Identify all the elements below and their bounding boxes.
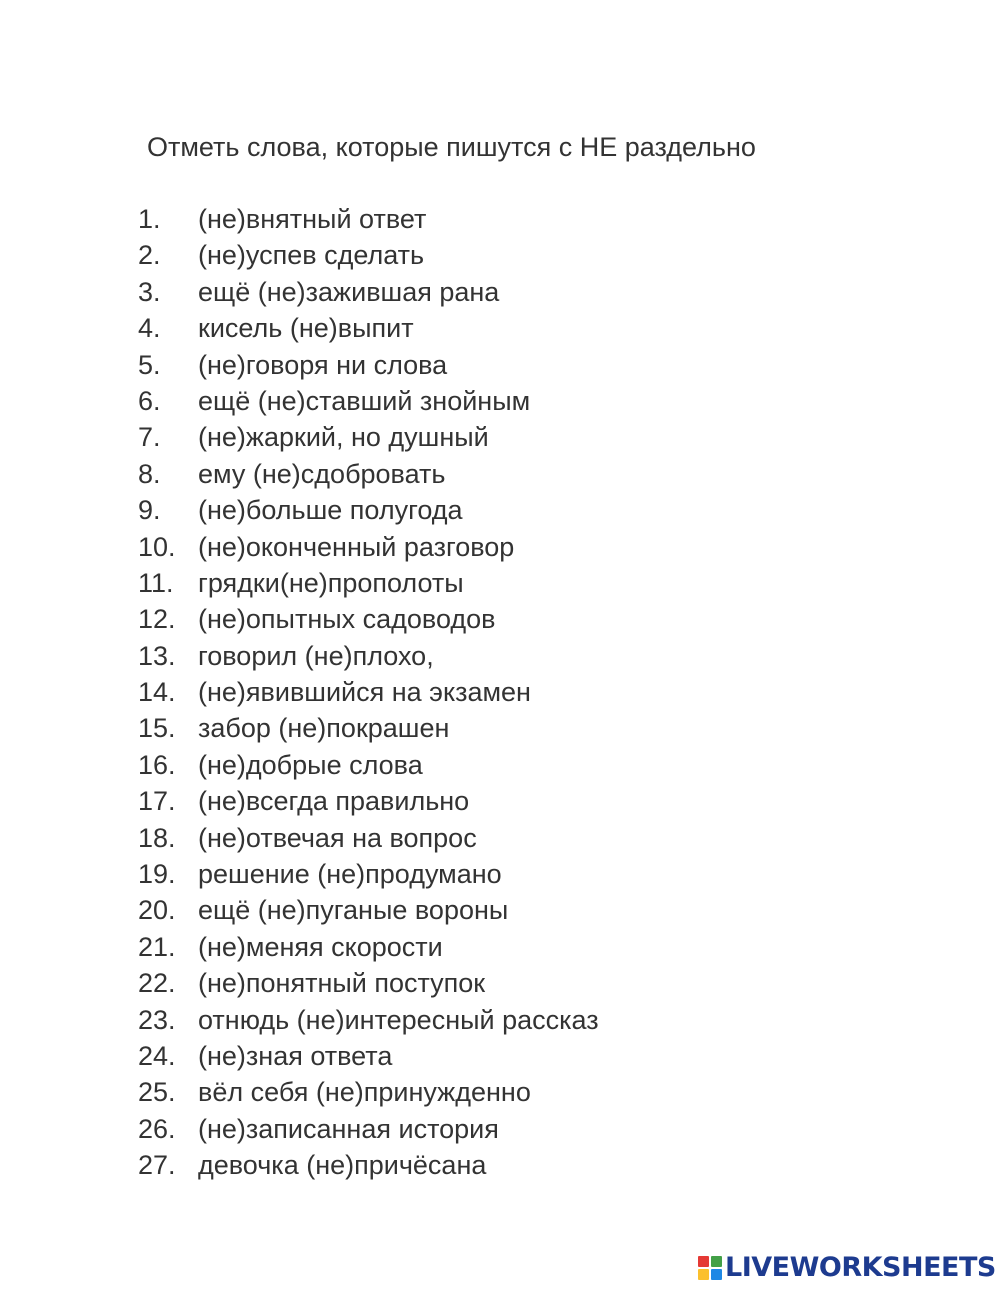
item-text: грядки(не)прополоты <box>198 567 464 598</box>
item-text: (не)отвечая на вопрос <box>198 822 477 853</box>
logo-block <box>698 1269 709 1280</box>
item-text: (не)записанная история <box>198 1113 499 1144</box>
list-item <box>138 419 599 455</box>
list-item <box>138 565 599 601</box>
item-number: 1. <box>138 204 161 234</box>
item-text: отнюдь (не)интересный рассказ <box>198 1004 599 1035</box>
item-text: кисель (не)выпит <box>198 313 414 344</box>
item-text: девочка (не)причёсана <box>198 1150 487 1181</box>
list-item <box>138 1111 599 1147</box>
item-number: 14. <box>138 677 176 708</box>
item-number: 2. <box>138 240 161 271</box>
logo-blocks-icon <box>698 1256 722 1280</box>
item-text: вёл себя (не)принужденно <box>198 1077 531 1108</box>
list-item <box>138 892 599 928</box>
item-text: (не)больше полугода <box>198 495 463 526</box>
item-number: 26. <box>138 1113 176 1144</box>
item-number: 9. <box>138 495 161 526</box>
logo-block <box>711 1269 722 1280</box>
list-item <box>138 783 599 819</box>
list-item <box>138 347 599 383</box>
list-item <box>138 1074 599 1110</box>
page-title: Отметь слова, которые пишутся с НЕ раздельно <box>147 132 756 162</box>
list-item <box>138 929 599 965</box>
exercise-list <box>138 201 599 1184</box>
item-text: решение (не)продумано <box>198 859 502 890</box>
item-number: 25. <box>138 1077 176 1108</box>
list-item <box>138 529 599 565</box>
item-text: ещё (не)пуганые вороны <box>198 895 509 926</box>
item-text: (не)оконченный разговор <box>198 531 515 562</box>
item-number: 13. <box>138 640 176 671</box>
item-text: (не)меняя скорости <box>198 931 443 962</box>
list-item <box>138 747 599 783</box>
list-item <box>138 492 599 528</box>
item-text: говорил (не)плохо, <box>198 640 434 671</box>
item-text: (не)явившийся на экзамен <box>198 677 531 708</box>
item-text: ему (не)сдобровать <box>198 458 446 489</box>
item-text: ещё (не)ставший знойным <box>198 385 531 416</box>
logo-block <box>698 1256 709 1267</box>
item-number: 10. <box>138 531 176 562</box>
list-item <box>138 383 599 419</box>
item-text: ещё (не)зажившая рана <box>198 276 500 307</box>
item-number: 8. <box>138 458 161 489</box>
list-item <box>138 201 599 237</box>
list-item <box>138 456 599 492</box>
item-number: 15. <box>138 713 176 744</box>
item-text: (не)добрые слова <box>198 749 423 780</box>
item-text: (не)понятный поступок <box>198 968 486 999</box>
item-number: 22. <box>138 968 176 999</box>
list-item <box>138 1147 599 1183</box>
item-number: 21. <box>138 931 176 962</box>
item-text: забор (не)покрашен <box>198 713 450 744</box>
item-number: 12. <box>138 604 176 635</box>
item-number: 19. <box>138 859 176 890</box>
item-text: (не)говоря ни слова <box>198 349 448 380</box>
item-number: 24. <box>138 1040 176 1071</box>
logo-text: LIVEWORKSHEETS <box>725 1252 996 1283</box>
item-number: 16. <box>138 749 176 780</box>
item-text: (не)всегда правильно <box>198 786 470 817</box>
list-item <box>138 310 599 346</box>
item-number: 6. <box>138 385 161 416</box>
item-text: (не)жаркий, но душный <box>198 422 489 453</box>
list-item <box>138 965 599 1001</box>
list-item <box>138 1038 599 1074</box>
list-item <box>138 274 599 310</box>
liveworksheets-logo <box>698 1253 996 1283</box>
list-item <box>138 601 599 637</box>
item-number: 20. <box>138 895 176 926</box>
list-item <box>138 674 599 710</box>
item-number: 7. <box>138 422 161 453</box>
list-item <box>138 638 599 674</box>
list-item <box>138 856 599 892</box>
list-item <box>138 710 599 746</box>
item-text: (не)внятный ответ <box>198 204 427 234</box>
item-number: 11. <box>138 567 174 598</box>
item-text: (не)опытных садоводов <box>198 604 496 635</box>
item-number: 17. <box>138 786 176 817</box>
item-number: 5. <box>138 349 161 380</box>
item-number: 3. <box>138 276 161 307</box>
item-number: 27. <box>138 1150 176 1181</box>
logo-block <box>711 1256 722 1267</box>
item-text: (не)успев сделать <box>198 240 425 271</box>
item-number: 23. <box>138 1004 176 1035</box>
list-item <box>138 1002 599 1038</box>
list-item <box>138 820 599 856</box>
list-item <box>138 237 599 273</box>
item-number: 18. <box>138 822 176 853</box>
item-text: (не)зная ответа <box>198 1040 393 1071</box>
item-number: 4. <box>138 313 161 344</box>
